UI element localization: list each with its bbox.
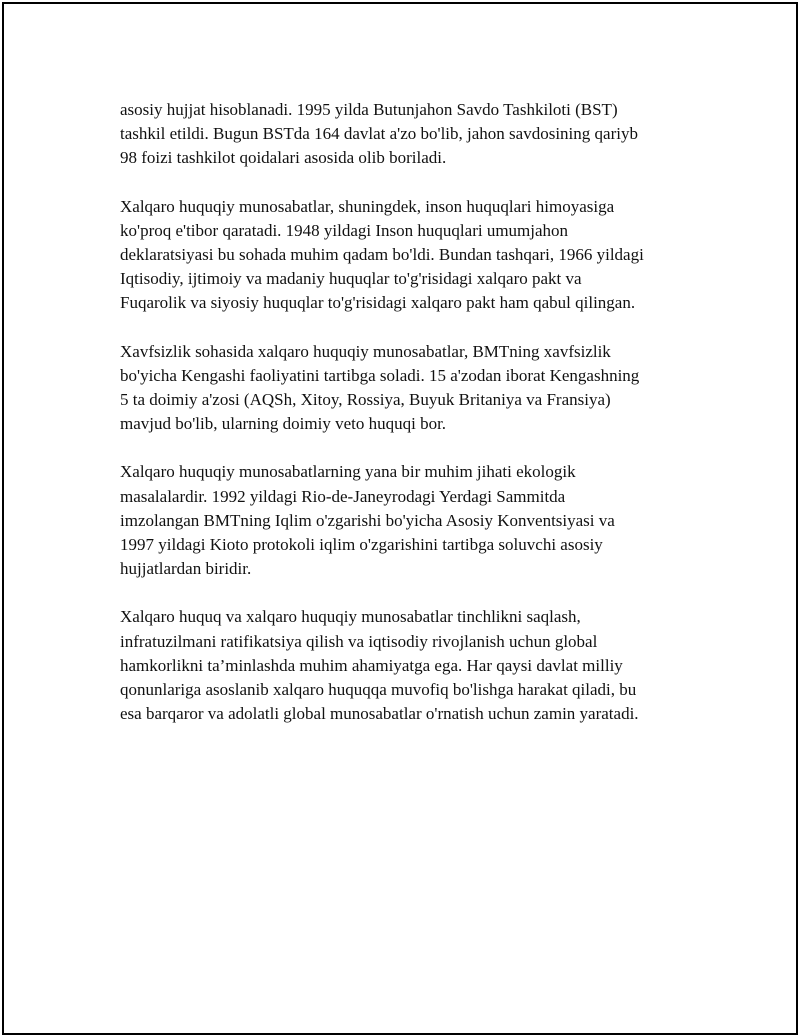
paragraph-wto: asosiy hujjat hisoblanadi. 1995 yilda Butunjahon Savdo Tashkiloti (BST) tashkil etildi. Bugun BSTda 164 davlat a'zo bo'lib, jahon savdosining qariyb 98 foizi tashkilot qoidalari asosida olib boriladi.	[120, 100, 638, 168]
document-page	[2, 2, 798, 1035]
document-body	[120, 98, 700, 750]
paragraph-conclusion: Xalqaro huquq va xalqaro huquqiy munosabatlar tinchlikni saqlash, infratuzilmani ratifikatsiya qilish va iqtisodiy rivojlanish uchun global hamkorlikni ta’minlashda muhim ahamiyatga ega. Har qaysi davlat milliy qonunlariga asoslanib xalqaro huquqqa muvofiq bo'lishga harakat qiladi, bu esa barqaror va adolatli global munosabatlar o'rnatish uchun zamin yaratadi.	[120, 607, 639, 724]
paragraph-ecology: Xalqaro huquqiy munosabatlarning yana bir muhim jihati ekologik masalalardir. 1992 yildagi Rio-de-Janeyrodagi Yerdagi Sammitda imzolangan BMTning Iqlim o'zgarishi bo'yicha Asosiy Konventsiyasi va 1997 yildagi Kioto protokoli iqlim o'zgarishini tartibga soluvchi asosiy hujjatlardan biridir.	[120, 462, 615, 579]
paragraph-security: Xavfsizlik sohasida xalqaro huquqiy munosabatlar, BMTning xavfsizlik bo'yicha Kengashi faoliyatini tartibga soladi. 15 a'zodan iborat Kengashning 5 ta doimiy a'zosi (AQSh, Xitoy, Rossiya, Buyuk Britaniya va Fransiya) mavjud bo'lib, ularning doimiy veto huquqi bor.	[120, 341, 640, 434]
paragraph-human-rights: Xalqaro huquqiy munosabatlar, shuningdek, inson huquqlari himoyasiga ko'proq e'tibor qaratadi. 1948 yildagi Inson huquqlari umumjahon deklaratsiyasi bu sohada muhim qadam bo'ldi. Bundan tashqari, 1966 yildagi Iqtisodiy, ijtimoiy va madaniy huquqlar to'g'risidagi xalqaro pakt va Fuqarolik va siyosiy huquqlar to'g'risidagi xalqaro pakt ham qabul qilingan.	[120, 196, 644, 313]
